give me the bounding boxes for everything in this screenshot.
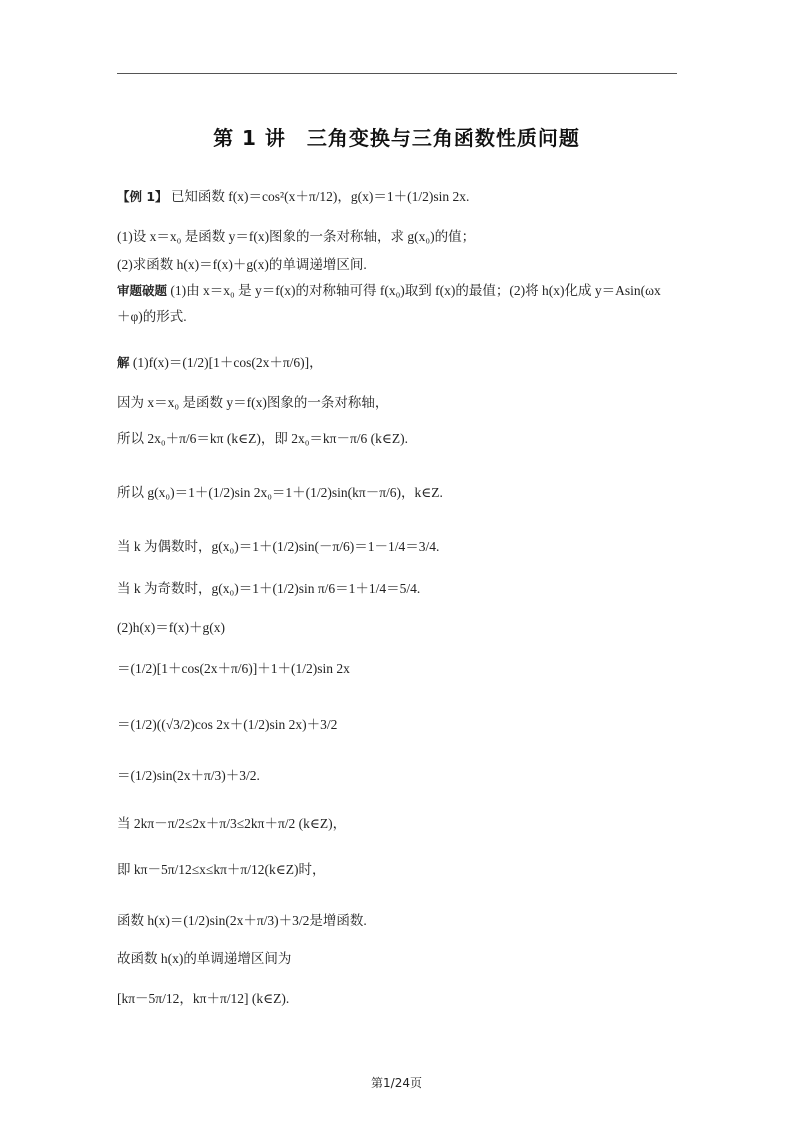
example-text: 已知函数 f(x)＝cos²(x＋π/12)，g(x)＝1＋(1/2)sin 2x. [170,189,470,204]
solution-line-10: 当 2kπ－π/2≤2x＋π/3≤2kπ＋π/2 (k∈Z)， [117,816,347,831]
solution-label: 解 [117,355,130,370]
solution-line-4: 当 k 为偶数时，g(x₀)＝1＋(1/2)sin(－π/6)＝1－1/4＝3/4. [117,539,440,554]
solution-text-0: (1)f(x)＝(1/2)[1＋cos(2x＋π/6)]， [132,355,323,370]
analysis-line-2: ＋φ)的形式. [117,309,187,324]
header-rule [117,73,677,74]
solution-line-9: ＝(1/2)sin(2x＋π/3)＋3/2. [117,768,260,783]
example-label: 【例 1】 [117,189,168,204]
solution-line-11: 即 kπ－5π/12≤x≤kπ＋π/12(k∈Z)时， [117,862,326,877]
solution-line-6: (2)h(x)＝f(x)＋g(x) [117,620,225,635]
page-footer: 第1/24页 [371,1076,422,1090]
analysis-label: 审题破题 [117,283,168,298]
example-statement [117,188,733,206]
solution-line-1: 因为 x＝x₀ 是函数 y＝f(x)图象的一条对称轴， [117,395,389,410]
solution-line-12: 函数 h(x)＝(1/2)sin(2x＋π/3)＋3/2是增函数. [117,913,367,928]
solution-line-0 [117,354,733,372]
analysis-text-1: (1)由 x＝x₀ 是 y＝f(x)的对称轴可得 f(x₀)取到 f(x)的最值；(2)将 h(x)化成 y＝Asin(ωx [170,283,661,298]
solution-line-5: 当 k 为奇数时，g(x₀)＝1＋(1/2)sin π/6＝1＋1/4＝5/4. [117,581,421,596]
analysis-line-1 [117,282,733,300]
solution-line-13: 故函数 h(x)的单调递增区间为 [117,951,292,966]
question-2: (2)求函数 h(x)＝f(x)＋g(x)的单调递增区间. [117,257,367,272]
solution-line-8: ＝(1/2)((√3/2)cos 2x＋(1/2)sin 2x)＋3/2 [117,717,338,732]
page-title: 第 1 讲 三角变换与三角函数性质问题 [213,126,580,150]
solution-line-3: 所以 g(x₀)＝1＋(1/2)sin 2x₀＝1＋(1/2)sin(kπ－π/6)，k∈Z. [117,485,443,500]
question-1: (1)设 x＝x₀ 是函数 y＝f(x)图象的一条对称轴，求 g(x₀)的值； [117,229,476,244]
solution-line-14: [kπ－5π/12，kπ＋π/12] (k∈Z). [117,991,290,1006]
solution-line-2: 所以 2x₀＋π/6＝kπ (k∈Z)，即 2x₀＝kπ－π/6 (k∈Z). [117,431,409,446]
solution-line-7: ＝(1/2)[1＋cos(2x＋π/6)]＋1＋(1/2)sin 2x [117,661,350,676]
